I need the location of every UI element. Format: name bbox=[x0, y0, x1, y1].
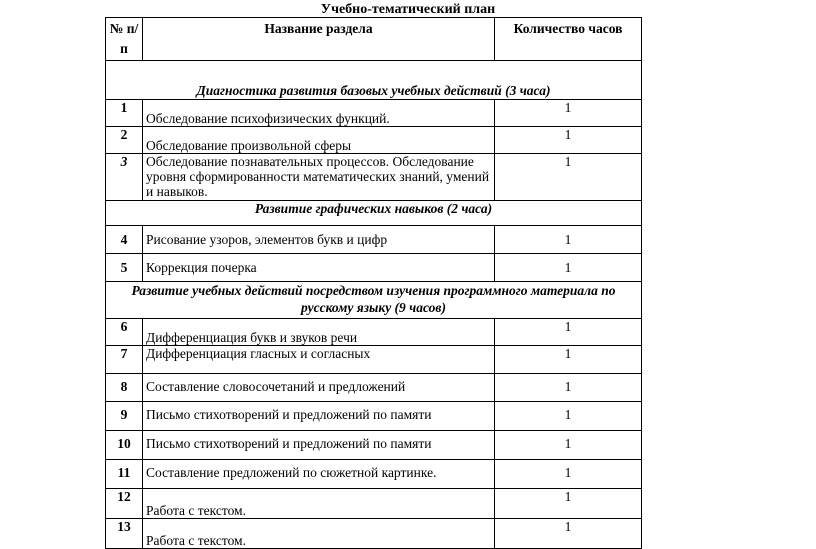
row-name: Составление предложений по сюжетной картинке. bbox=[143, 460, 495, 489]
row-hours: 1 bbox=[495, 460, 642, 489]
row-hours: 1 bbox=[495, 226, 642, 254]
table-row bbox=[106, 519, 642, 549]
row-hours: 1 bbox=[495, 431, 642, 460]
row-name: Коррекция почерка bbox=[143, 254, 495, 282]
row-number: 7 bbox=[106, 346, 143, 374]
row-hours: 1 bbox=[495, 127, 642, 154]
table-row bbox=[106, 100, 642, 127]
row-hours: 1 bbox=[495, 319, 642, 346]
table-row bbox=[106, 127, 642, 154]
table-header-row bbox=[106, 18, 642, 61]
row-hours: 1 bbox=[495, 346, 642, 374]
row-name: Работа с текстом. bbox=[143, 519, 495, 549]
row-number: 12 bbox=[106, 489, 143, 519]
row-name: Письмо стихотворений и предложений по памяти bbox=[143, 402, 495, 431]
table-row bbox=[106, 154, 642, 201]
table-row bbox=[106, 402, 642, 431]
section-title: Развитие графических навыков (2 часа) bbox=[106, 201, 642, 226]
header-hours: Количество часов bbox=[495, 18, 642, 61]
table-row bbox=[106, 489, 642, 519]
row-name: Обследование познавательных процессов. Обследование уровня сформированности математических знаний, умений и навыков. bbox=[143, 154, 495, 201]
row-name: Обследование психофизических функций. bbox=[143, 100, 495, 127]
section-row bbox=[106, 61, 642, 100]
row-name: Составление словосочетаний и предложений bbox=[143, 374, 495, 402]
row-number: 5 bbox=[106, 254, 143, 282]
row-number: 13 bbox=[106, 519, 143, 549]
row-hours: 1 bbox=[495, 154, 642, 201]
header-section: Название раздела bbox=[143, 18, 495, 61]
row-number: 11 bbox=[106, 460, 143, 489]
table-row bbox=[106, 226, 642, 254]
row-hours: 1 bbox=[495, 100, 642, 127]
row-number: 3 bbox=[106, 154, 143, 201]
table-row bbox=[106, 460, 642, 489]
curriculum-table bbox=[105, 17, 642, 549]
table-row bbox=[106, 319, 642, 346]
row-name: Обследование произвольной сферы bbox=[143, 127, 495, 154]
table-row bbox=[106, 254, 642, 282]
row-hours: 1 bbox=[495, 519, 642, 549]
table-row bbox=[106, 431, 642, 460]
row-hours: 1 bbox=[495, 402, 642, 431]
row-name: Работа с текстом. bbox=[143, 489, 495, 519]
row-hours: 1 bbox=[495, 489, 642, 519]
row-number: 6 bbox=[106, 319, 143, 346]
document-title: Учебно-тематический план bbox=[320, 2, 496, 17]
section-title: Диагностика развития базовых учебных действий (3 часа) bbox=[106, 61, 642, 100]
table-row bbox=[106, 346, 642, 374]
table-row bbox=[106, 374, 642, 402]
row-number: 10 bbox=[106, 431, 143, 460]
row-name: Дифференциация гласных и согласных bbox=[143, 346, 495, 374]
row-number: 1 bbox=[106, 100, 143, 127]
row-hours: 1 bbox=[495, 254, 642, 282]
row-name: Рисование узоров, элементов букв и цифр bbox=[143, 226, 495, 254]
row-number: 4 bbox=[106, 226, 143, 254]
section-row bbox=[106, 201, 642, 226]
row-name: Письмо стихотворений и предложений по памяти bbox=[143, 431, 495, 460]
header-number: № п/п bbox=[106, 18, 143, 61]
row-hours: 1 bbox=[495, 374, 642, 402]
section-title: Развитие учебных действий посредством изучения программного материала по русскому языку (9 часов) bbox=[106, 282, 642, 319]
row-number: 9 bbox=[106, 402, 143, 431]
row-name: Дифференциация букв и звуков речи bbox=[143, 319, 495, 346]
section-row bbox=[106, 282, 642, 319]
row-number: 8 bbox=[106, 374, 143, 402]
row-number: 2 bbox=[106, 127, 143, 154]
